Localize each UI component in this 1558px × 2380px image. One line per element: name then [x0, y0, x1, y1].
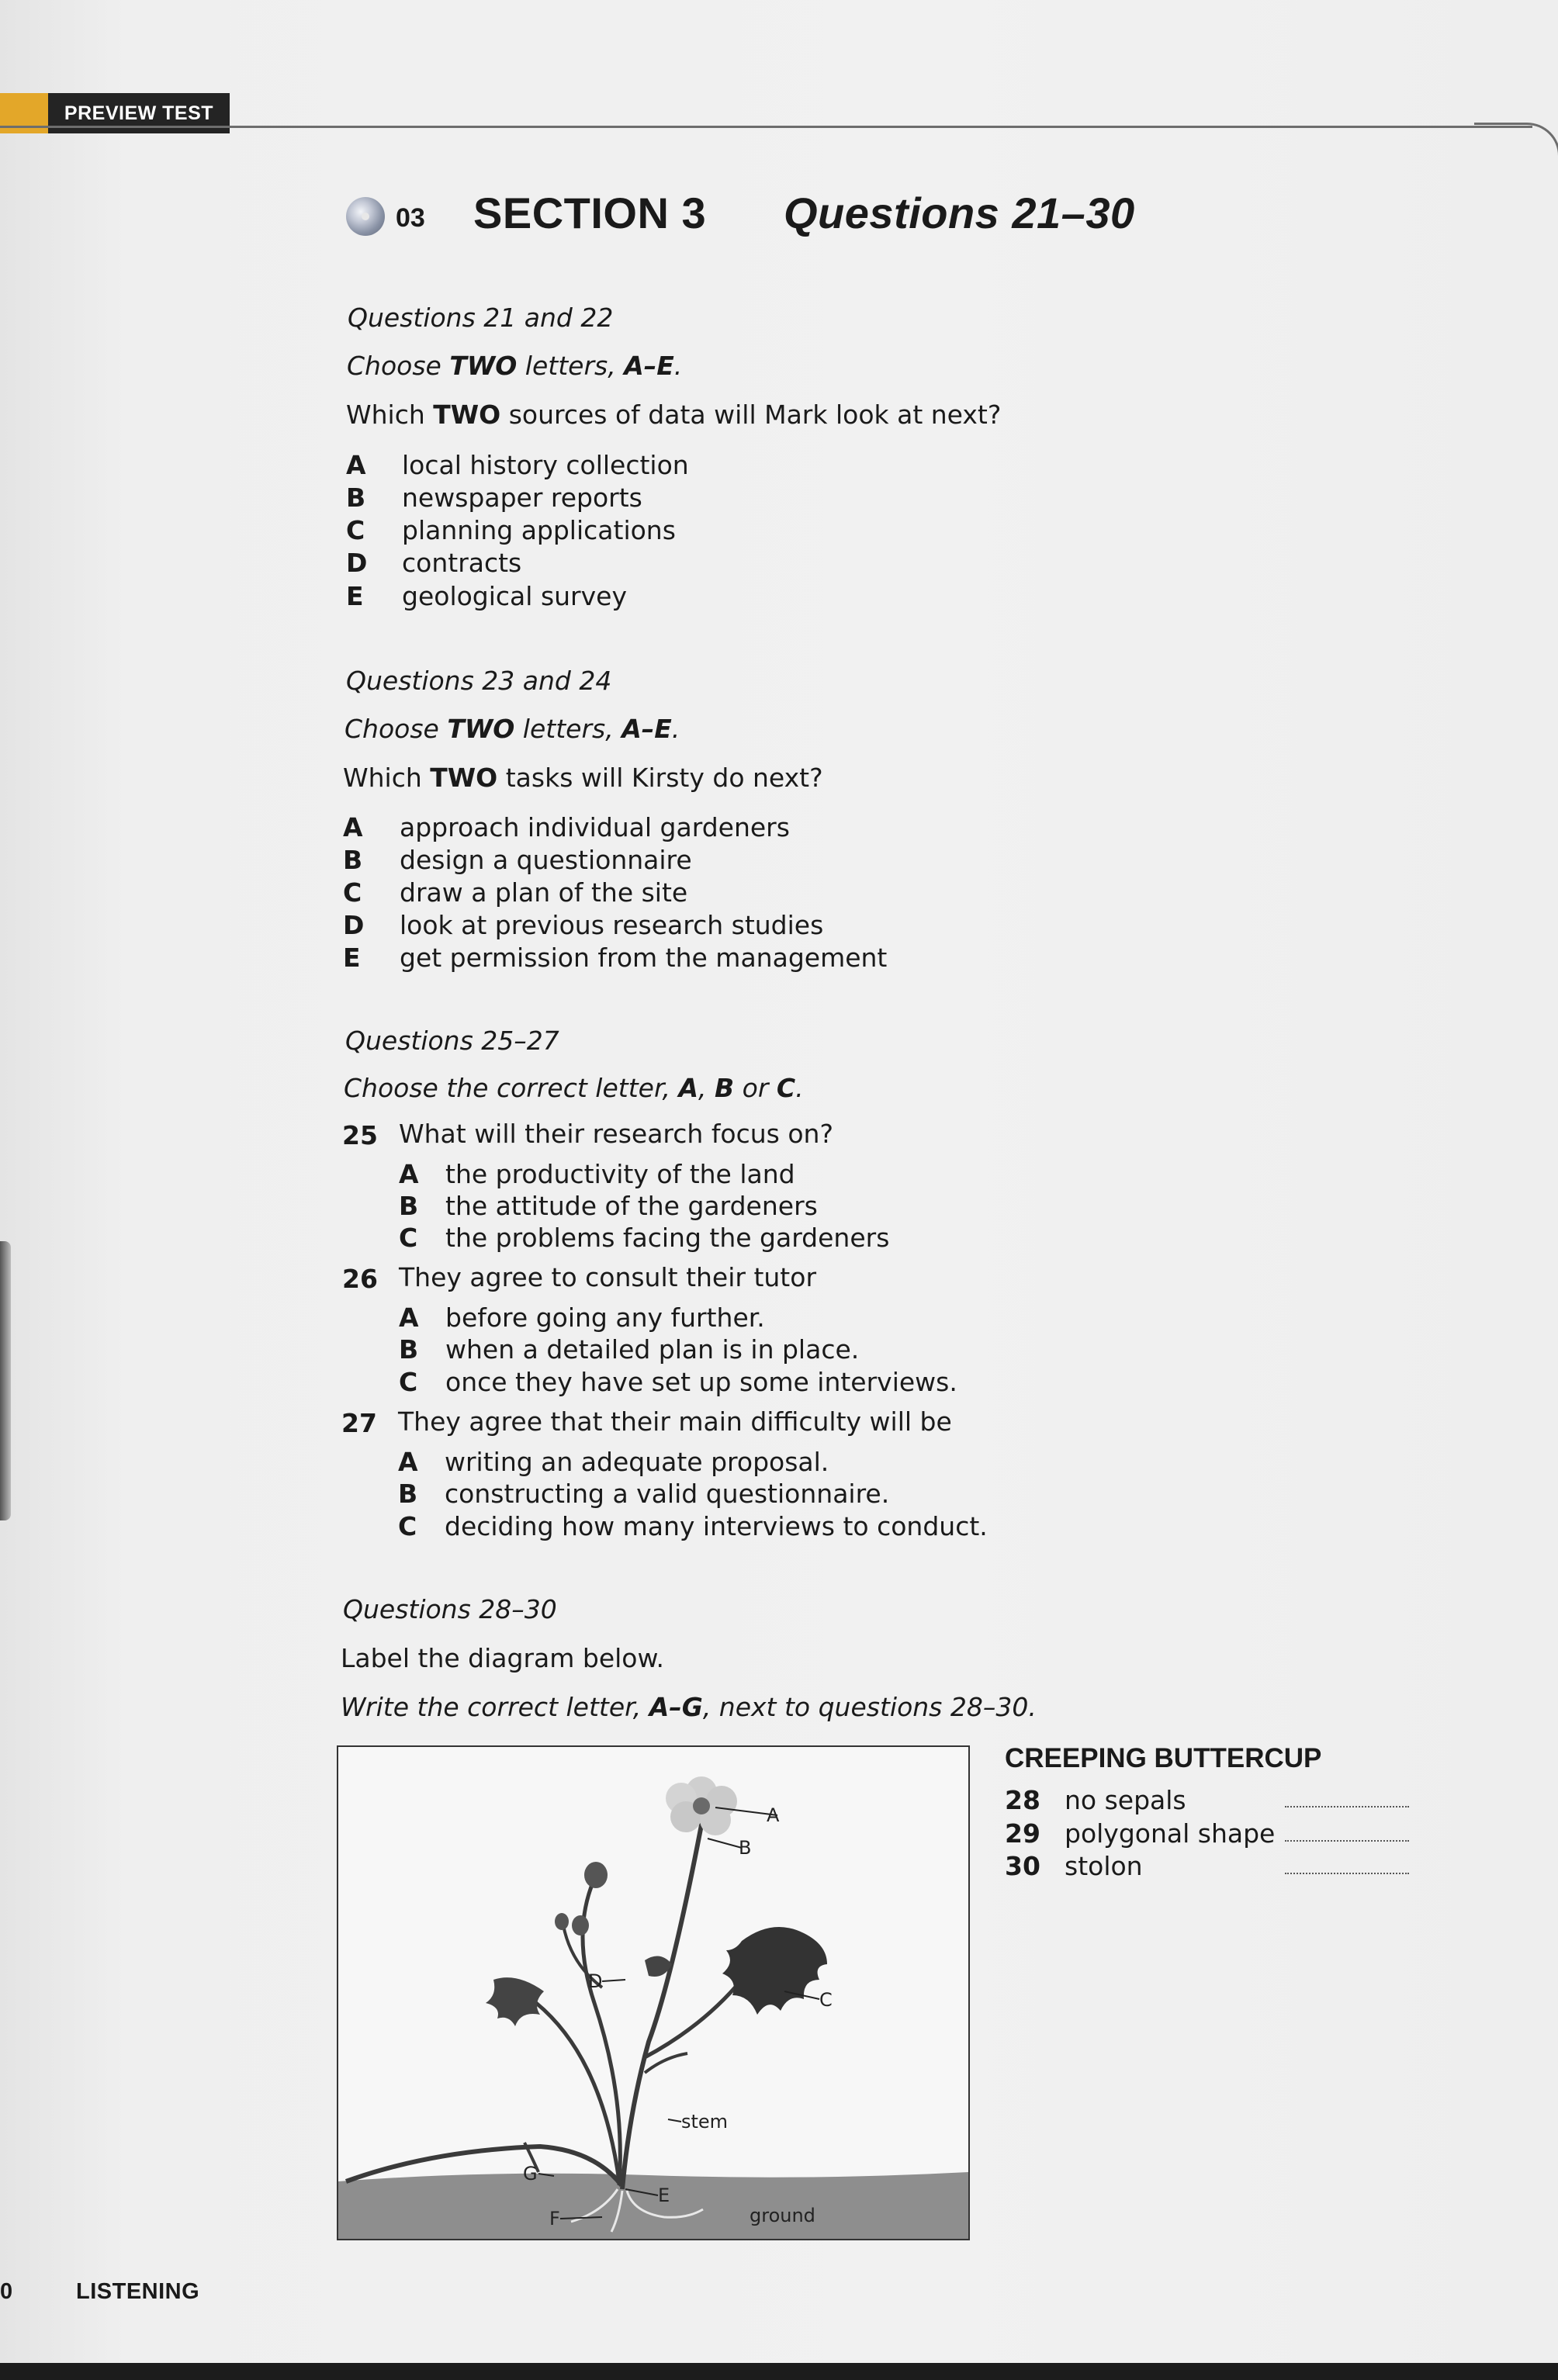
- q26-option-text: once they have set up some interviews.: [445, 1367, 957, 1397]
- q23-24-option-letter: D: [343, 910, 365, 940]
- q23-24-heading: Questions 23 and 24: [346, 666, 612, 696]
- diagram-label-a: A: [767, 1804, 780, 1826]
- question-number: 29: [1005, 1818, 1040, 1849]
- header-rule: [0, 126, 1532, 128]
- q23-24-option-letter: B: [343, 845, 363, 875]
- q26-option-letter: A: [399, 1302, 419, 1333]
- diagram-label-f: F: [549, 2208, 560, 2230]
- page-binding-shadow: [0, 1241, 11, 1520]
- page-bottom-edge: [0, 2363, 1558, 2380]
- q23-24-option-letter: C: [343, 877, 362, 908]
- diagram-label-e: E: [658, 2185, 670, 2206]
- audio-cd-icon: [346, 197, 385, 236]
- diagram-label-b: B: [739, 1837, 752, 1859]
- footer-section-label: LISTENING: [76, 2279, 200, 2304]
- q23-24-option-text: approach individual gardeners: [400, 812, 790, 842]
- q21-22-option-letter: E: [346, 581, 364, 611]
- question-text: stolon: [1065, 1851, 1143, 1881]
- q28-30-label-instruction: Label the diagram below.: [341, 1643, 664, 1673]
- q23-24-option-letter: A: [343, 812, 363, 842]
- q25-option-text: the attitude of the gardeners: [445, 1191, 818, 1221]
- q21-22-option-text: local history collection: [402, 450, 689, 480]
- answer-field-30[interactable]: [1285, 1873, 1409, 1874]
- question-text: polygonal shape: [1065, 1818, 1276, 1849]
- buttercup-illustration: [338, 1747, 968, 2239]
- q27-option-letter: B: [398, 1479, 418, 1509]
- q23-24-question: Which TWO tasks will Kirsty do next?: [343, 763, 823, 793]
- q25-27-heading: Questions 25–27: [345, 1026, 559, 1056]
- q25-option-letter: C: [399, 1223, 418, 1253]
- question-text: no sepals: [1065, 1785, 1186, 1815]
- q25-27-instruction: Choose the correct letter, A, B or C.: [344, 1073, 804, 1103]
- q25-option-letter: B: [399, 1191, 419, 1221]
- q25-option-text: the productivity of the land: [445, 1159, 795, 1189]
- section-title: SECTION 3: [473, 189, 707, 237]
- answer-field-29[interactable]: [1285, 1840, 1409, 1842]
- page-number: 0: [0, 2279, 13, 2304]
- q21-22-option-letter: A: [346, 450, 366, 480]
- diagram-label-d: D: [588, 1970, 603, 1992]
- bud: [584, 1862, 608, 1888]
- question-number: 30: [1005, 1851, 1040, 1881]
- q21-22-option-letter: C: [346, 515, 365, 545]
- q26-option-text: before going any further.: [445, 1302, 765, 1333]
- question-number: 25: [342, 1120, 378, 1150]
- q27-option-text: writing an adequate proposal.: [445, 1447, 829, 1477]
- q21-22-option-text: geological survey: [402, 581, 627, 611]
- q27-option-text: constructing a valid questionnaire.: [445, 1479, 890, 1509]
- question-text: They agree to consult their tutor: [399, 1262, 817, 1292]
- q26-option-text: when a detailed plan is in place.: [445, 1334, 860, 1365]
- q21-22-option-letter: B: [346, 483, 366, 513]
- q28-30-heading: Questions 28–30: [343, 1594, 557, 1624]
- header-rule-curve: [1474, 123, 1558, 156]
- question-number: 28: [1005, 1785, 1040, 1815]
- q27-option-text: deciding how many interviews to conduct.: [445, 1511, 988, 1541]
- diagram-label-stem: stem: [681, 2111, 729, 2133]
- q21-22-option-text: newspaper reports: [402, 483, 642, 513]
- q21-22-instruction: Choose TWO letters, A–E.: [347, 351, 683, 381]
- q23-24-option-text: design a questionnaire: [400, 845, 692, 875]
- q27-option-letter: A: [398, 1447, 418, 1477]
- q26-option-letter: C: [399, 1367, 418, 1397]
- question-text: What will their research focus on?: [399, 1119, 833, 1149]
- q25-option-text: the problems facing the gardeners: [445, 1223, 890, 1253]
- q21-22-option-text: planning applications: [402, 515, 676, 545]
- q21-22-option-text: contracts: [402, 548, 522, 578]
- q23-24-option-letter: E: [343, 943, 361, 973]
- q23-24-option-text: get permission from the management: [400, 943, 888, 973]
- q21-22-heading: Questions 21 and 22: [348, 303, 614, 333]
- q25-option-letter: A: [399, 1159, 419, 1189]
- q27-option-letter: C: [398, 1511, 417, 1541]
- creeping-buttercup-title: CREEPING BUTTERCUP: [1005, 1743, 1322, 1773]
- answer-field-28[interactable]: [1285, 1806, 1409, 1807]
- question-number: 27: [341, 1408, 377, 1438]
- ground-area: [338, 2172, 968, 2239]
- q21-22-question: Which TWO sources of data will Mark look at next?: [346, 400, 1002, 430]
- question-text: They agree that their main difficulty will be: [398, 1406, 952, 1437]
- q23-24-option-text: look at previous research studies: [400, 910, 824, 940]
- q26-option-letter: B: [399, 1334, 419, 1365]
- diagram-label-c: C: [819, 1989, 833, 2011]
- question-number: 26: [342, 1264, 378, 1294]
- preview-test-tab: PREVIEW TEST: [48, 93, 230, 133]
- q23-24-instruction: Choose TWO letters, A–E.: [344, 714, 680, 744]
- audio-track-number: 03: [396, 203, 425, 233]
- q28-30-write-instruction: Write the correct letter, A–G, next to questions 28–30.: [341, 1692, 1037, 1722]
- buttercup-diagram: [337, 1745, 970, 2240]
- section-question-range: Questions 21–30: [784, 189, 1135, 237]
- diagram-label-ground: ground: [750, 2205, 815, 2226]
- diagram-label-g: G: [523, 2163, 538, 2185]
- flower-centre: [693, 1797, 710, 1814]
- q21-22-option-letter: D: [346, 548, 368, 578]
- q23-24-option-text: draw a plan of the site: [400, 877, 688, 908]
